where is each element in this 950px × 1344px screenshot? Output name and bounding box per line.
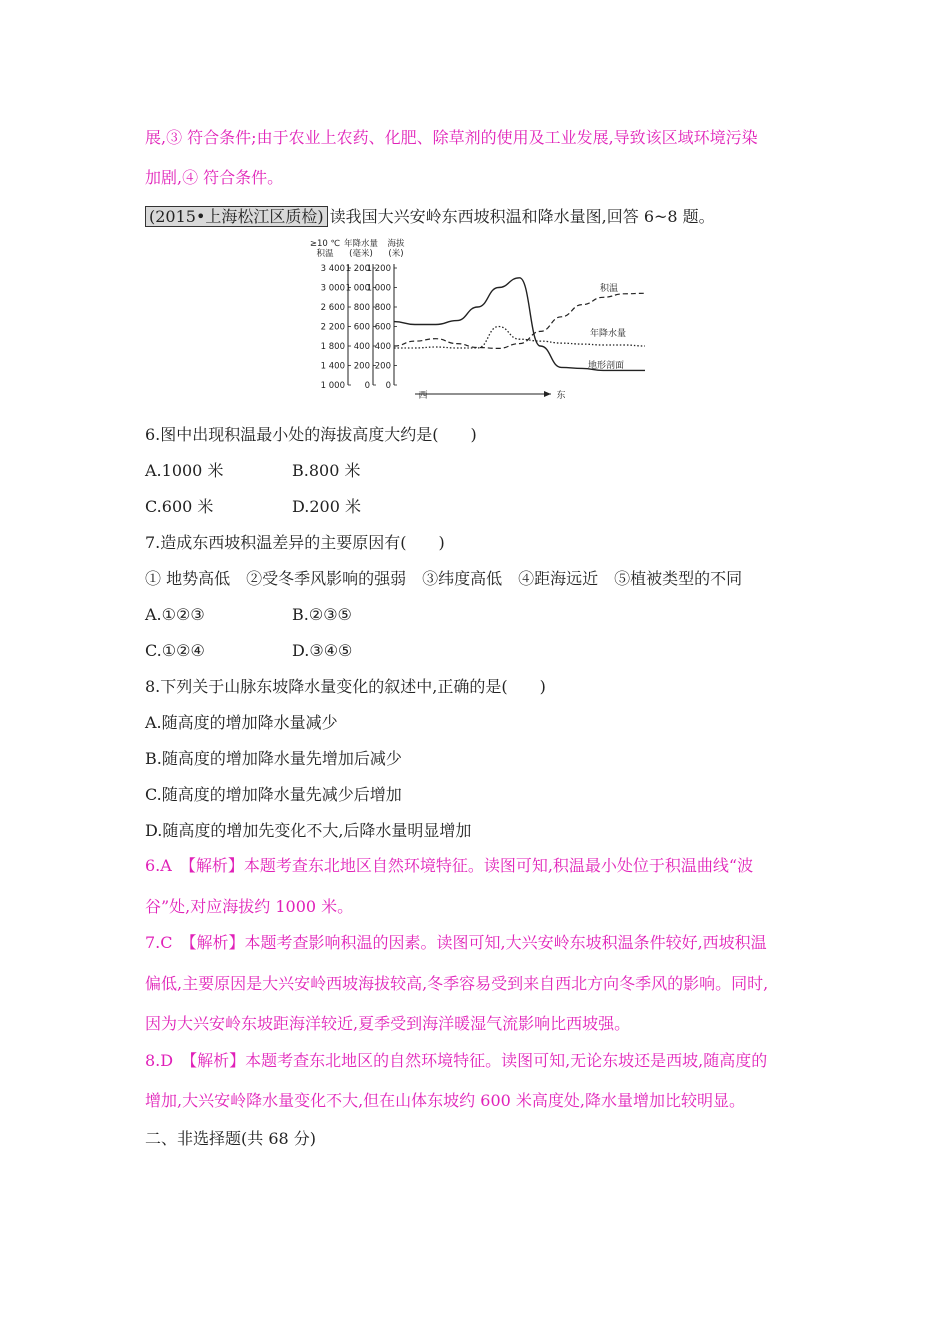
intro-text: 读我国大兴安岭东西坡积温和降水量图,回答 6~8 题。 (329, 207, 715, 226)
tick-temp-4: 1 800 (320, 342, 345, 352)
axis-header-elev-0: 海拔 (387, 239, 405, 249)
tick-elev-4: 400 (374, 342, 391, 352)
tick-precip-3: 600 (353, 322, 370, 333)
x-axis-arrow-east (544, 391, 551, 397)
answer-7-line-1: 7.C 【解析】本题考查影响积温的因素。读图可知,大兴安岭东坡积温条件较好,西坡积温 (145, 933, 767, 952)
option-7c: C.①②④ (145, 641, 205, 660)
option-8c: C.随高度的增加降水量先减少后增加 (145, 785, 402, 804)
x-label-west: 西 (418, 391, 428, 401)
tick-temp-6: 1 000 (320, 381, 345, 391)
tick-elev-2: 800 (374, 303, 391, 313)
answer-continuation-line-1: 展,③ 符合条件;由于农业上农药、化肥、除草剂的使用及工业发展,导致该区域环境污染 (145, 128, 758, 147)
question-6: 6.图中出现积温最小处的海拔高度大约是( ) (145, 425, 477, 444)
series-label-1: 年降水量 (590, 329, 627, 339)
tick-temp-1: 3 000 (320, 283, 345, 294)
option-8d: D.随高度的增加先变化不大,后降水量明显增加 (145, 821, 472, 840)
tick-elev-6: 0 (385, 381, 391, 391)
source-tag: (2015•上海松江区质检) (145, 206, 328, 227)
answer-7-line-2: 偏低,主要原因是大兴安岭西坡海拔较高,冬季容易受到来自西北方向冬季风的影响。同时, (145, 974, 769, 993)
axis-headers (310, 238, 405, 259)
tick-precip-0: 1 200 (345, 264, 370, 274)
tick-temp-3: 2 200 (320, 322, 345, 333)
tick-elev-1: 1 000 (366, 283, 391, 294)
axis-ticks (321, 264, 397, 391)
tick-precip-1: 1 000 (345, 283, 370, 294)
option-7b: B.②③⑤ (292, 605, 352, 624)
question-intro (145, 207, 715, 227)
tick-precip-6: 0 (364, 381, 370, 391)
answer-continuation-line-2: 加剧,④ 符合条件。 (145, 168, 284, 187)
option-6b: B.800 米 (292, 461, 361, 480)
tick-elev-0: 1 200 (366, 264, 391, 274)
answer-7-line-3: 因为大兴安岭东坡距海洋较近,夏季受到海洋暖湿气流影响比西坡强。 (145, 1014, 631, 1033)
answer-8-line-1: 8.D 【解析】本题考查东北地区的自然环境特征。读图可知,无论东坡还是西坡,随高度的 (145, 1051, 768, 1070)
axis-header-temp-0: ≥10 ℃ (309, 239, 341, 249)
tick-temp-5: 1 400 (320, 361, 345, 372)
option-7a: A.①②③ (145, 605, 205, 624)
chart-temperature-precipitation (305, 237, 650, 405)
question-7-items: ① 地势高低 ②受冬季风影响的强弱 ③纬度高低 ④距海远近 ⑤植被类型的不同 (145, 569, 743, 588)
axis-header-elev-1: (米) (388, 249, 404, 259)
section-2-heading: 二、非选择题(共 68 分) (145, 1129, 317, 1148)
axis-header-temp-1: 积温 (316, 249, 334, 259)
tick-temp-0: 3 400 (320, 264, 345, 274)
tick-precip-5: 200 (353, 361, 370, 372)
x-label-east: 东 (556, 391, 566, 401)
question-7: 7.造成东西坡积温差异的主要原因有( ) (145, 533, 445, 552)
series-labels (588, 282, 626, 371)
tick-elev-5: 200 (374, 361, 391, 372)
axis-header-precip-0: 年降水量 (343, 239, 379, 249)
option-6a: A.1000 米 (145, 461, 224, 480)
series-label-2: 地形剖面 (588, 361, 625, 371)
answer-6-line-1: 6.A 【解析】本题考查东北地区自然环境特征。读图可知,积温最小处位于积温曲线“波 (145, 856, 754, 875)
option-6c: C.600 米 (145, 497, 214, 516)
tick-precip-2: 800 (353, 303, 370, 313)
option-8b: B.随高度的增加降水量先增加后减少 (145, 749, 402, 768)
option-6d: D.200 米 (292, 497, 361, 516)
answer-8-line-2: 增加,大兴安岭降水量变化不大,但在山体东坡约 600 米高度处,降水量增加比较明显。 (145, 1091, 745, 1110)
tick-elev-3: 600 (374, 322, 391, 333)
tick-precip-4: 400 (353, 342, 370, 352)
option-8a: A.随高度的增加降水量减少 (145, 713, 338, 732)
question-8: 8.下列关于山脉东坡降水量变化的叙述中,正确的是( ) (145, 677, 546, 696)
answer-6-line-2: 谷”处,对应海拔约 1000 米。 (145, 897, 354, 916)
series-line-0 (394, 293, 645, 348)
series-label-0: 积温 (600, 284, 619, 294)
axis-header-precip-1: (毫米) (349, 249, 373, 259)
option-7d: D.③④⑤ (292, 641, 353, 660)
tick-temp-2: 2 600 (320, 303, 345, 313)
